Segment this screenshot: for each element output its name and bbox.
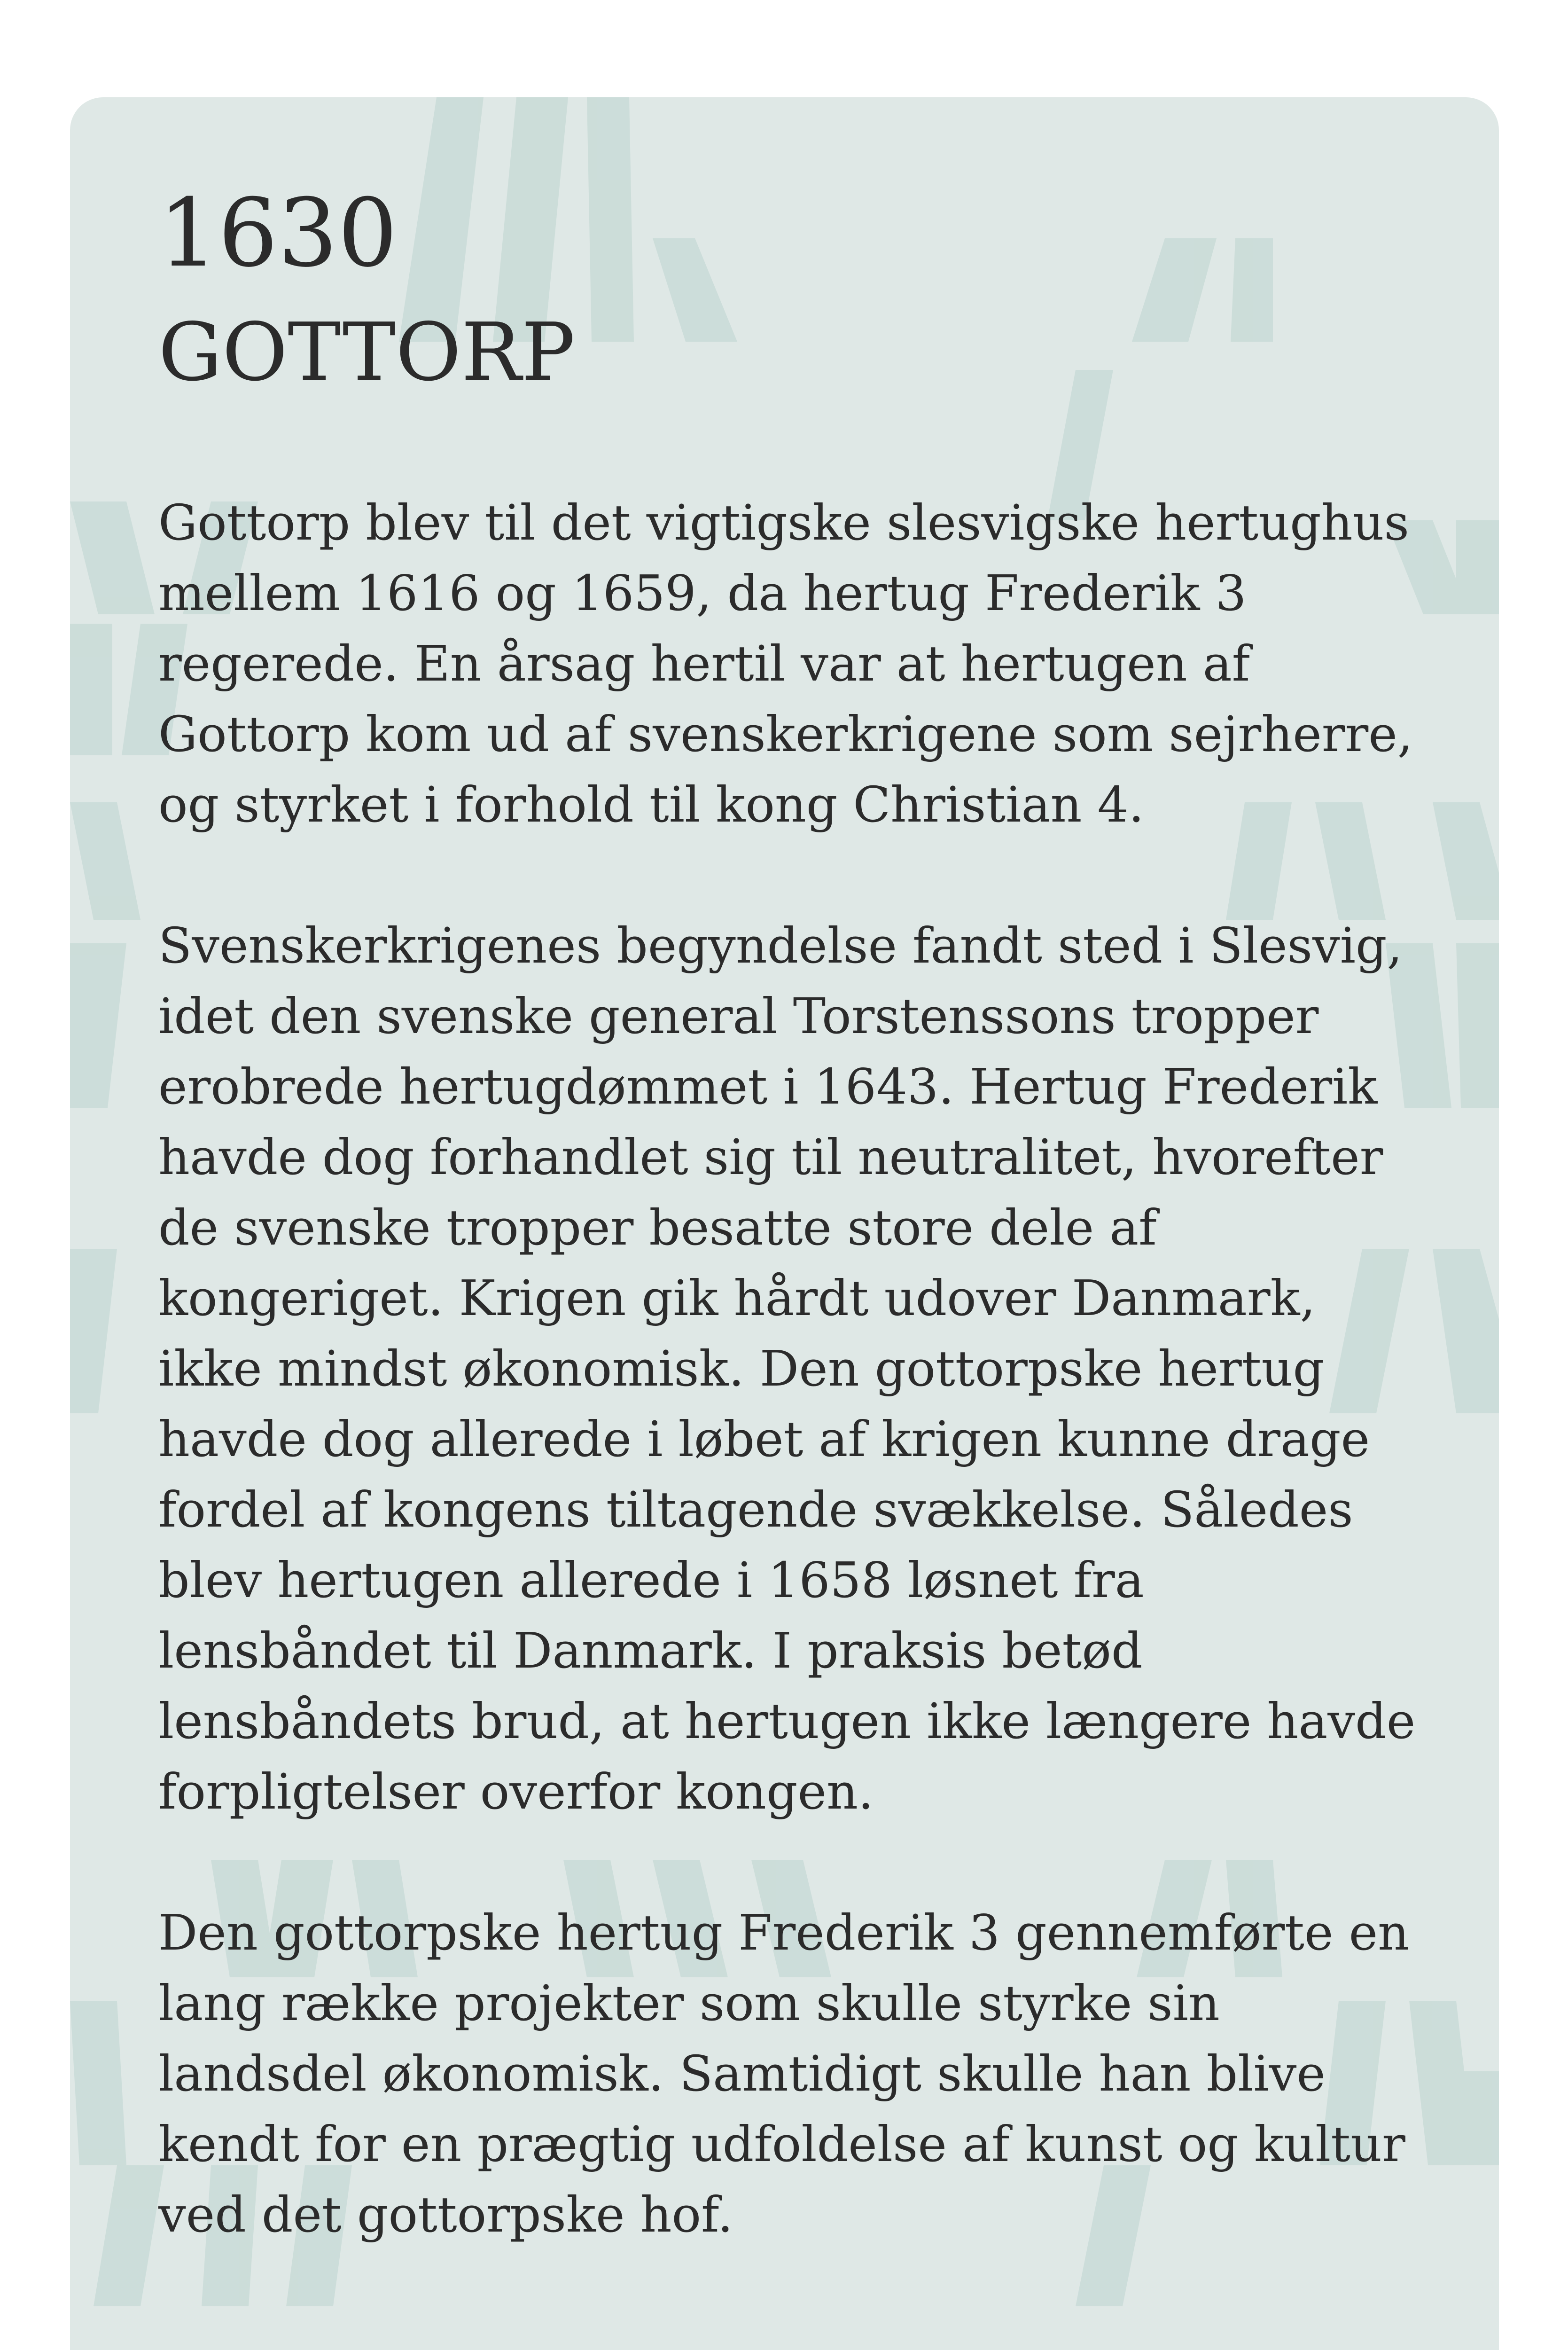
page-title: GOTTORP xyxy=(158,306,575,399)
paragraph-3: Den gottorpske hertug Frederik 3 gennemførte en lang række projekter som skulle styrke sin landsdel økonomisk. Samtidigt skulle han blive kendt for en prægtig udfoldelse af kunst og kultur ved det gottorpske hof. xyxy=(158,1904,1410,2243)
content-card xyxy=(70,97,1499,2350)
paragraph-2: Svenskerkrigenes begyndelse fandt sted i Slesvig, idet den svenske general Torstenssons tropper erobrede hertugdømmet i 1643. Hertug Frederik havde dog forhandlet sig til neutralitet, hvorefter de svenske tropper besatte store dele af kongeriget. Krigen gik hårdt udover Danmark, ikke mindst økonomisk. Den gottorpske hertug havde dog allerede i løbet af krigen kunne drage fordel af kongens tiltagende svækkelse. Således blev hertugen allerede i 1658 løsnet fra lensbåndet til Danmark. I praksis betød lensbåndets brud, at hertugen ikke længere havde forpligtelser overfor kongen. xyxy=(158,917,1416,1820)
article-body xyxy=(158,487,1427,2320)
paragraph-1: Gottorp blev til det vigtigske slesvigske hertughus mellem 1616 og 1659, da hertug Frederik 3 regerede. En årsag hertil var at hertugen af Gottorp kom ud af svenskerkrigene som sejrherre, og styrket i forhold til kong Christian 4. xyxy=(158,494,1413,833)
event-year: 1630 xyxy=(158,179,398,288)
